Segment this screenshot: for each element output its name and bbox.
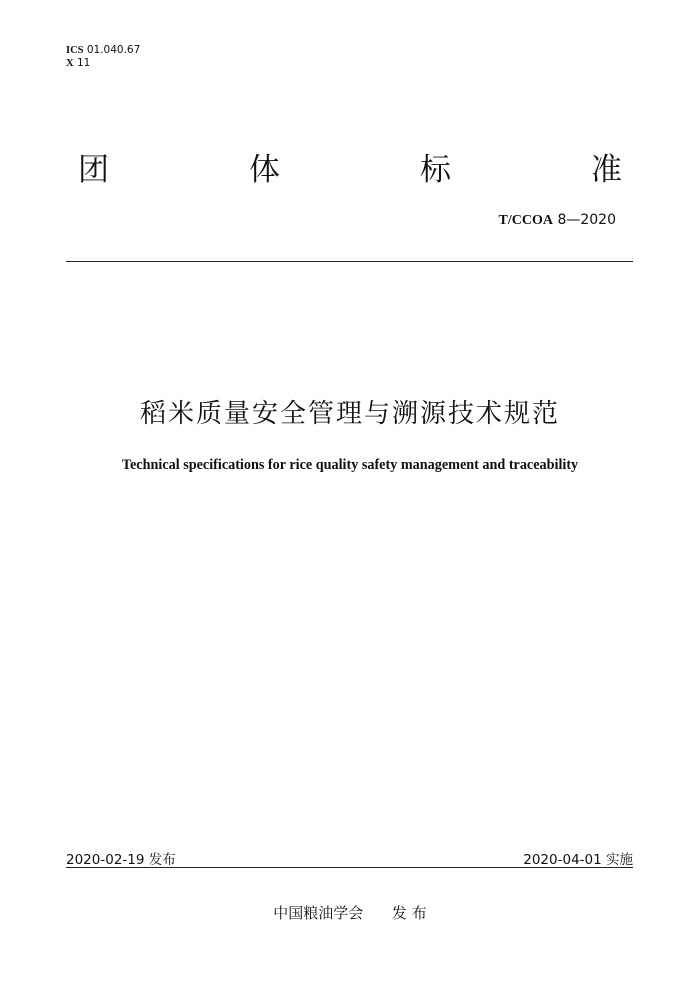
ics-value: 01.040.67 — [86, 44, 141, 56]
bottom-divider — [66, 867, 633, 868]
ics-line — [66, 44, 140, 57]
publisher-line — [0, 902, 700, 923]
implementation-date: 2020-04-01 实施 — [523, 852, 633, 868]
heading-char-1: 团 — [78, 151, 109, 188]
publisher-action: 发 布 — [391, 904, 427, 922]
ics-label: ICS — [66, 45, 84, 56]
x-value: 11 — [76, 57, 91, 69]
standard-code — [499, 212, 616, 229]
standard-type-heading — [78, 146, 622, 186]
heading-char-2: 体 — [249, 151, 280, 188]
document-title-chinese: 稻米质量安全管理与溯源技术规范 — [139, 399, 560, 429]
top-divider — [66, 261, 633, 262]
x-label: X — [66, 58, 74, 69]
heading-char-4: 准 — [591, 151, 622, 188]
heading-char-3: 标 — [420, 151, 451, 188]
x-line — [66, 57, 140, 70]
document-title-english: Technical specifications for rice quality safety management and traceability — [121, 457, 579, 473]
publisher-name: 中国粮油学会 — [273, 904, 364, 922]
standard-code-prefix: T/CCOA — [498, 213, 553, 228]
issue-date: 2020-02-19 发布 — [66, 852, 176, 868]
standard-code-number: 8—2020 — [557, 212, 616, 228]
classification-block — [66, 44, 140, 70]
